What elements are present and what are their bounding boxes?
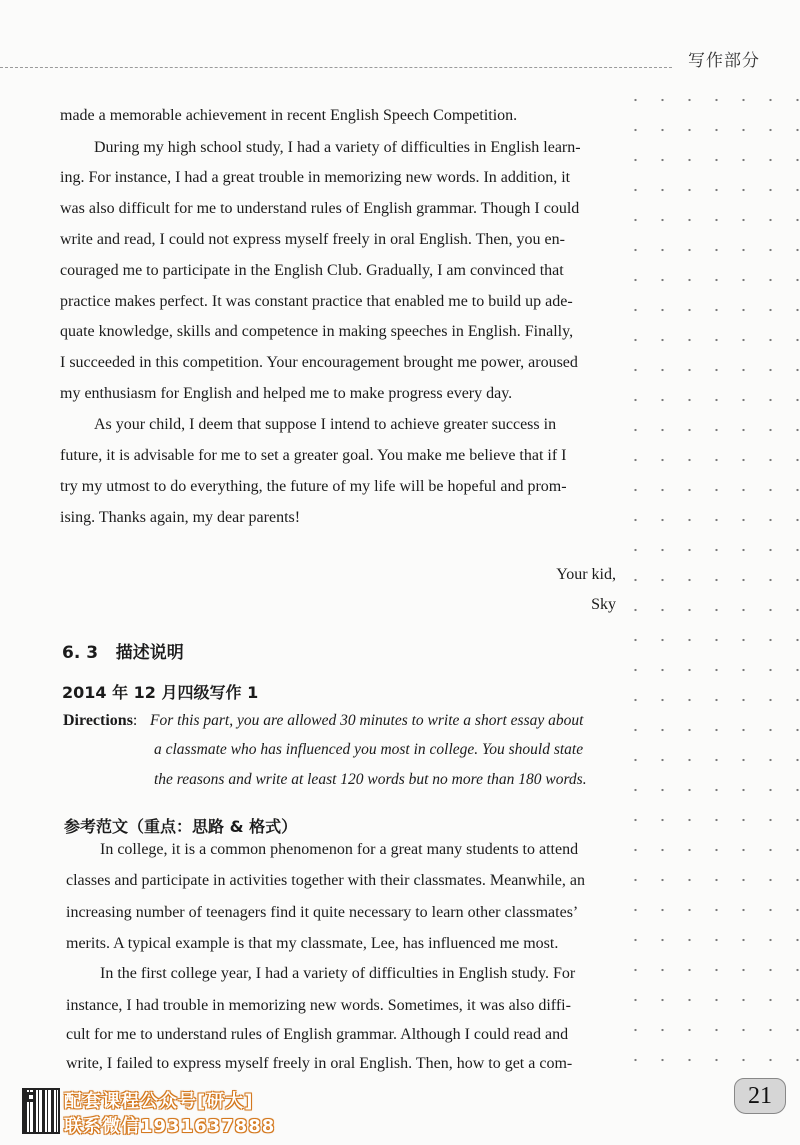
essay-line: write, I failed to express myself freely in oral English. Then, how to get a com-	[66, 1055, 573, 1072]
letter-signature: Sky	[591, 596, 616, 613]
letter-line: try my utmost to do everything, the future of my life will be hopeful and prom-	[60, 478, 567, 495]
letter-line: was also difficult for me to understand rules of English grammar. Though I could	[60, 200, 580, 217]
essay-line: increasing number of teenagers find it quite necessary to learn other classmates’	[66, 904, 579, 921]
letter-closing: Your kid,	[556, 566, 616, 583]
directions-line: a classmate who has influenced you most in college. You should state	[154, 741, 584, 758]
letter-line: future, it is advisable for me to set a greater goal. You make me believe that if I	[60, 447, 567, 464]
letter-line: practice makes perfect. It was constant practice that enabled me to build up ade-	[60, 293, 573, 310]
essay-line: cult for me to understand rules of English grammar. Although I could read and	[66, 1026, 569, 1043]
letter-line: ising. Thanks again, my dear parents!	[60, 509, 301, 526]
essay-line: instance, I had trouble in memorizing new words. Sometimes, it was also diffi-	[66, 997, 571, 1014]
essay-line: In college, it is a common phenomenon for a great many students to attend	[100, 841, 579, 858]
exam-title: 2014 年 12 月四级写作 1	[62, 683, 259, 702]
section-label: 写作部分	[688, 51, 760, 71]
directions-line: the reasons and write at least 120 words but no more than 180 words.	[154, 771, 587, 788]
letter-line: couraged me to participate in the English Club. Gradually, I am convinced that	[60, 262, 564, 279]
margin-dot-grid	[622, 85, 800, 1065]
letter-line: As your child, I deem that suppose I intend to achieve greater success in	[94, 416, 557, 433]
essay-line: In the first college year, I had a variety of difficulties in English study. For	[100, 965, 576, 982]
essay-line: classes and participate in activities together with their classmates. Meanwhile, an	[66, 872, 585, 889]
directions-line: For this part, you are allowed 30 minutes to write a short essay about	[150, 712, 584, 729]
letter-line: write and read, I could not express myself freely in oral English. Then, you en-	[60, 231, 565, 248]
letter-line: During my high school study, I had a variety of difficulties in English learn-	[94, 139, 581, 156]
letter-line: made a memorable achievement in recent English Speech Competition.	[60, 107, 518, 124]
letter-line: quate knowledge, skills and competence in making speeches in English. Finally,	[60, 323, 574, 340]
directions-label: Directions:	[63, 712, 138, 729]
essay-line: merits. A typical example is that my classmate, Lee, has influenced me most.	[66, 935, 559, 952]
letter-line: ing. For instance, I had a great trouble in memorizing new words. In addition, it	[60, 169, 571, 186]
page-number: 21	[734, 1078, 786, 1114]
watermark-line: 联系微信1931637888	[64, 1116, 276, 1137]
letter-line: I succeeded in this competition. Your encouragement brought me power, aroused	[60, 354, 578, 371]
letter-line: my enthusiasm for English and helped me to make progress every day.	[60, 385, 513, 402]
watermark-line: 配套课程公众号[研大]	[64, 1091, 254, 1112]
header-rule	[0, 67, 672, 68]
sample-essay-title: 参考范文（重点：思路 & 格式）	[64, 817, 298, 836]
section-heading: 6. 3 描述说明	[62, 643, 184, 663]
qr-code	[22, 1088, 60, 1134]
